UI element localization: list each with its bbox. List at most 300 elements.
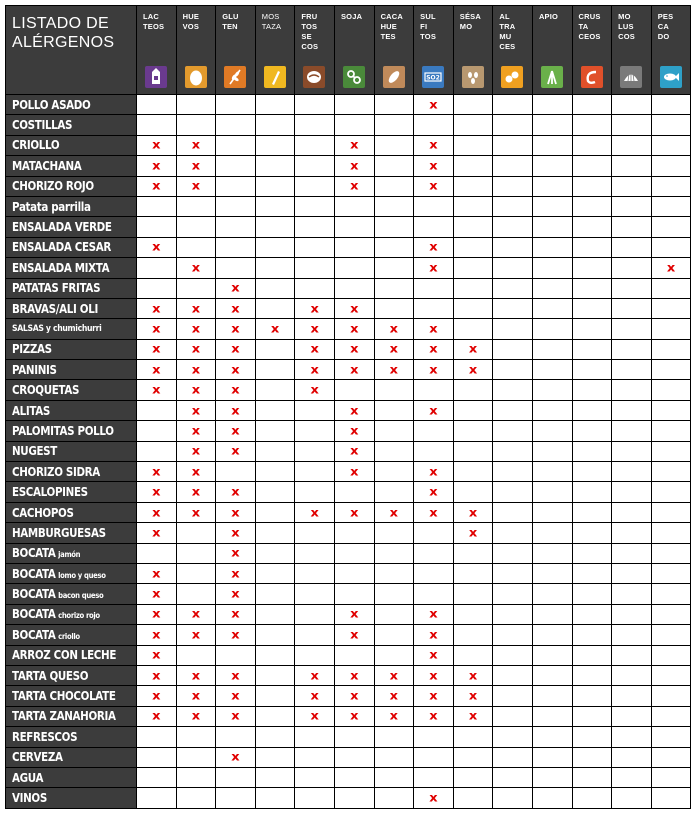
dish-name-text	[12, 506, 74, 520]
allergen-cell	[255, 360, 295, 380]
allergen-cell	[414, 441, 454, 461]
allergen-cell	[295, 421, 335, 441]
allergen-cell	[493, 502, 533, 522]
dish-name-main: AGUA	[12, 770, 44, 785]
svg-text:SO2: SO2	[426, 74, 440, 82]
allergen-cell	[295, 563, 335, 583]
allergen-mark: x	[310, 384, 319, 398]
allergen-cell	[572, 462, 612, 482]
allergen-mark: x	[191, 486, 201, 499]
allergen-cell	[414, 278, 454, 298]
allergen-cell	[414, 196, 454, 216]
dish-name-text	[12, 342, 52, 356]
allergen-cell	[374, 604, 414, 624]
table-row	[6, 115, 691, 135]
dish-name-main: BOCATA	[12, 566, 56, 581]
allergen-cell	[572, 441, 612, 461]
allergen-cell	[137, 298, 177, 318]
allergen-cell	[295, 686, 335, 706]
allergen-cell	[295, 156, 335, 176]
allergen-cell	[612, 298, 652, 318]
allergen-cell	[493, 665, 533, 685]
dish-name	[6, 706, 137, 726]
allergen-cell	[176, 258, 216, 278]
allergen-cell	[493, 400, 533, 420]
allergen-cell	[334, 95, 374, 115]
allergen-cell	[216, 523, 256, 543]
table-row	[6, 747, 691, 767]
allergen-cell	[216, 258, 256, 278]
dish-name-text	[12, 730, 77, 744]
allergen-cell	[572, 156, 612, 176]
dish-name-main: BOCATA	[12, 627, 56, 642]
allergen-column-header	[334, 6, 374, 95]
allergen-cell	[532, 523, 572, 543]
allergen-cell	[572, 217, 612, 237]
allergen-cell	[493, 523, 533, 543]
allergen-cell	[572, 196, 612, 216]
allergen-cell	[532, 706, 572, 726]
allergen-cell	[334, 339, 374, 359]
dish-variant: lomo y queso	[58, 570, 106, 580]
allergen-cell	[532, 319, 572, 339]
allergen-cell	[493, 360, 533, 380]
allergen-cell	[414, 237, 454, 257]
allergen-mark: x	[429, 139, 438, 153]
allergen-mark: x	[191, 506, 201, 520]
allergen-cell	[493, 727, 533, 747]
allergen-cell	[374, 339, 414, 359]
allergen-label: HUE VOS	[182, 12, 200, 31]
allergen-mark: x	[350, 628, 359, 642]
allergen-cell	[612, 176, 652, 196]
dish-name-main: TARTA CHOCOLATE	[12, 689, 116, 704]
allergen-cell	[532, 686, 572, 706]
allergen-header-row	[6, 6, 691, 95]
dish-name-text	[12, 220, 112, 234]
allergen-mark: x	[231, 343, 240, 357]
allergen-mark: x	[429, 628, 438, 642]
allergen-cell	[612, 502, 652, 522]
dish-name	[6, 767, 137, 787]
table-row	[6, 523, 691, 543]
table-row	[6, 665, 691, 685]
dish-name-text	[12, 138, 59, 152]
allergen-cell	[612, 767, 652, 787]
mustard-icon	[264, 66, 286, 88]
allergen-cell	[374, 400, 414, 420]
allergen-cell	[414, 156, 454, 176]
allergen-cell	[216, 665, 256, 685]
allergen-cell	[414, 727, 454, 747]
allergen-cell	[453, 319, 493, 339]
allergen-mark: x	[429, 710, 438, 724]
allergen-cell	[374, 115, 414, 135]
allergen-cell	[453, 298, 493, 318]
allergen-cell	[374, 747, 414, 767]
table-row	[6, 298, 691, 318]
allergen-cell	[414, 502, 454, 522]
allergen-cell	[255, 278, 295, 298]
allergen-cell	[176, 196, 216, 216]
table-row	[6, 380, 691, 400]
dish-name-text	[12, 607, 100, 621]
allergen-column-header	[453, 6, 493, 95]
allergen-cell	[176, 584, 216, 604]
allergen-column-header	[176, 6, 216, 95]
allergen-mark: x	[429, 180, 438, 194]
shrimp-icon	[581, 66, 603, 88]
allergen-cell	[255, 563, 295, 583]
allergen-label: GLU TEN	[222, 12, 239, 31]
allergen-cell	[137, 176, 177, 196]
allergen-mark: x	[429, 792, 438, 805]
allergen-mark: x	[152, 343, 161, 357]
allergen-cell	[572, 686, 612, 706]
allergen-cell	[295, 258, 335, 278]
allergen-cell	[255, 727, 295, 747]
allergen-cell	[414, 462, 454, 482]
allergen-cell	[176, 625, 216, 645]
allergen-cell	[295, 135, 335, 155]
allergen-mark: x	[350, 445, 359, 459]
allergen-cell	[532, 156, 572, 176]
table-row	[6, 400, 691, 420]
allergen-mark: x	[152, 608, 161, 622]
allergen-cell	[493, 563, 533, 583]
allergen-cell	[334, 400, 374, 420]
table-row	[6, 767, 691, 787]
allergen-cell	[255, 747, 295, 767]
allergen-mark: x	[468, 363, 478, 377]
allergen-cell	[255, 482, 295, 502]
allergen-cell	[255, 95, 295, 115]
allergen-cell	[612, 156, 652, 176]
allergen-cell	[137, 135, 177, 155]
table-row	[6, 360, 691, 380]
dish-name	[6, 686, 137, 706]
allergen-cell	[255, 686, 295, 706]
allergen-cell	[176, 788, 216, 808]
dish-name	[6, 523, 137, 543]
allergen-cell	[651, 380, 691, 400]
allergen-cell	[176, 665, 216, 685]
allergen-cell	[295, 727, 335, 747]
allergen-cell	[334, 604, 374, 624]
allergen-cell	[612, 258, 652, 278]
allergen-cell	[137, 196, 177, 216]
allergen-cell	[137, 502, 177, 522]
allergen-cell	[255, 156, 295, 176]
allergen-cell	[295, 339, 335, 359]
dish-name	[6, 604, 137, 624]
allergen-cell	[255, 135, 295, 155]
allergen-mark: x	[231, 751, 240, 765]
allergen-cell	[374, 360, 414, 380]
allergen-cell	[295, 115, 335, 135]
allergen-mark: x	[389, 363, 399, 377]
allergen-cell	[295, 767, 335, 787]
allergen-cell	[572, 706, 612, 726]
table-row	[6, 462, 691, 482]
dish-name-text	[12, 567, 106, 581]
allergen-cell	[176, 319, 216, 339]
allergen-cell	[414, 135, 454, 155]
dish-name-text	[12, 179, 94, 193]
allergen-column-header	[612, 6, 652, 95]
allergen-mark: x	[310, 710, 319, 724]
allergen-cell	[176, 462, 216, 482]
allergen-cell	[255, 788, 295, 808]
allergen-cell	[493, 217, 533, 237]
allergen-cell	[532, 645, 572, 665]
allergen-cell	[176, 217, 216, 237]
allergen-mark: x	[152, 649, 161, 663]
allergen-mark: x	[231, 527, 240, 540]
allergen-cell	[414, 706, 454, 726]
allergen-table-body	[6, 95, 691, 809]
allergen-cell	[651, 360, 691, 380]
dish-name	[6, 665, 137, 685]
allergen-cell	[216, 196, 256, 216]
allergen-cell	[255, 543, 295, 563]
dish-name	[6, 584, 137, 604]
allergen-column-header	[493, 6, 533, 95]
allergen-column-header	[414, 6, 454, 95]
allergen-cell	[137, 95, 177, 115]
allergen-cell	[176, 95, 216, 115]
dish-name-text	[12, 261, 109, 275]
allergen-cell	[374, 686, 414, 706]
table-row	[6, 502, 691, 522]
allergen-cell	[414, 298, 454, 318]
allergen-mark: x	[389, 669, 399, 683]
allergen-cell	[414, 665, 454, 685]
allergen-cell	[532, 95, 572, 115]
allergen-cell	[651, 258, 691, 278]
allergen-mark: x	[152, 465, 161, 479]
allergen-cell	[612, 686, 652, 706]
allergen-cell	[453, 156, 493, 176]
dish-name-text	[12, 771, 43, 785]
allergen-cell	[651, 115, 691, 135]
allergen-cell	[295, 584, 335, 604]
allergen-mark: x	[152, 363, 161, 377]
allergen-cell	[334, 176, 374, 196]
allergen-cell	[176, 400, 216, 420]
allergen-cell	[612, 645, 652, 665]
allergen-cell	[255, 665, 295, 685]
allergen-cell	[295, 502, 335, 522]
allergen-cell	[612, 563, 652, 583]
allergen-mark: x	[231, 486, 240, 499]
allergen-cell	[453, 217, 493, 237]
allergen-cell	[651, 645, 691, 665]
allergen-cell	[453, 278, 493, 298]
allergen-cell	[374, 237, 414, 257]
allergen-cell	[334, 258, 374, 278]
allergen-cell	[532, 767, 572, 787]
allergen-cell	[176, 360, 216, 380]
allergen-cell	[493, 482, 533, 502]
dish-name-main: REFRESCOS	[12, 729, 78, 744]
dish-name-text	[12, 200, 91, 214]
allergen-label: CACA HUE TES	[380, 12, 404, 41]
allergen-cell	[493, 380, 533, 400]
allergen-cell	[216, 176, 256, 196]
dish-name	[6, 298, 137, 318]
allergen-mark: x	[231, 547, 240, 561]
allergen-cell	[651, 584, 691, 604]
allergen-cell	[651, 135, 691, 155]
allergen-mark: x	[429, 241, 438, 255]
allergen-cell	[612, 380, 652, 400]
allergen-cell	[255, 502, 295, 522]
allergen-cell	[572, 421, 612, 441]
milk-carton-icon	[145, 66, 167, 88]
allergen-cell	[216, 115, 256, 135]
allergen-cell	[532, 176, 572, 196]
allergen-cell	[255, 217, 295, 237]
celery-icon	[541, 66, 563, 88]
allergen-cell	[414, 645, 454, 665]
allergen-cell	[334, 482, 374, 502]
dish-name-text	[12, 383, 79, 397]
allergen-mark: x	[152, 384, 161, 398]
allergen-cell	[453, 482, 493, 502]
allergen-cell	[137, 645, 177, 665]
dish-name-text	[12, 424, 114, 438]
allergen-cell	[493, 196, 533, 216]
allergen-mark: x	[350, 404, 359, 418]
dish-variant: bacon queso	[58, 591, 104, 601]
dish-name-main: CROQUETAS	[12, 383, 80, 398]
allergen-cell	[453, 462, 493, 482]
allergen-mark: x	[191, 404, 201, 418]
allergen-cell	[532, 400, 572, 420]
dish-name-text	[12, 118, 72, 132]
allergen-cell	[651, 298, 691, 318]
table-row	[6, 319, 691, 339]
allergen-cell	[612, 278, 652, 298]
allergen-cell	[374, 441, 414, 461]
allergen-cell	[612, 604, 652, 624]
dish-name	[6, 645, 137, 665]
allergen-cell	[453, 258, 493, 278]
allergen-cell	[651, 625, 691, 645]
allergen-cell	[572, 380, 612, 400]
allergen-cell	[572, 502, 612, 522]
allergen-cell	[176, 380, 216, 400]
allergen-cell	[295, 319, 335, 339]
allergen-cell	[137, 339, 177, 359]
allergen-cell	[374, 298, 414, 318]
dish-name-text	[12, 98, 90, 112]
allergen-cell	[453, 196, 493, 216]
allergen-cell	[453, 767, 493, 787]
dish-name-text	[12, 281, 100, 295]
allergen-table	[5, 5, 691, 809]
dish-name-main: BOCATA	[12, 546, 56, 561]
allergen-cell	[572, 665, 612, 685]
allergen-cell	[493, 767, 533, 787]
allergen-label: MOS TAZA	[261, 12, 282, 31]
dish-name	[6, 95, 137, 115]
allergen-cell	[137, 625, 177, 645]
dish-name-text	[12, 709, 116, 723]
allergen-mark: x	[310, 506, 319, 520]
allergen-cell	[216, 747, 256, 767]
allergen-mark: x	[429, 404, 438, 418]
allergen-cell	[532, 380, 572, 400]
allergen-cell	[612, 400, 652, 420]
allergen-cell	[176, 727, 216, 747]
allergen-cell	[414, 584, 454, 604]
table-row	[6, 217, 691, 237]
allergen-cell	[216, 319, 256, 339]
allergen-cell	[295, 625, 335, 645]
allergen-mark: x	[152, 506, 161, 520]
allergen-cell	[137, 237, 177, 257]
allergen-mark: x	[231, 690, 240, 703]
allergen-mark: x	[350, 302, 359, 316]
allergen-cell	[374, 563, 414, 583]
allergen-cell	[493, 788, 533, 808]
allergen-cell	[216, 135, 256, 155]
allergen-cell	[493, 237, 533, 257]
allergen-mark: x	[350, 425, 359, 438]
allergen-cell	[295, 665, 335, 685]
allergen-cell	[137, 543, 177, 563]
allergen-cell	[493, 421, 533, 441]
allergen-cell	[453, 747, 493, 767]
allergen-mark: x	[231, 608, 240, 622]
dish-name-main: Patata parrilla	[12, 199, 91, 214]
allergen-cell	[572, 625, 612, 645]
allergen-cell	[651, 319, 691, 339]
dish-name-text	[12, 485, 88, 499]
dish-name	[6, 339, 137, 359]
allergen-mark: x	[191, 180, 201, 194]
allergen-mark: x	[429, 465, 438, 479]
allergen-cell	[453, 584, 493, 604]
allergen-cell	[176, 421, 216, 441]
allergen-cell	[334, 788, 374, 808]
allergen-cell	[493, 604, 533, 624]
allergen-cell	[612, 747, 652, 767]
allergen-cell	[255, 196, 295, 216]
allergen-cell	[651, 727, 691, 747]
dish-name-text	[12, 750, 63, 764]
allergen-cell	[651, 462, 691, 482]
allergen-cell	[334, 727, 374, 747]
allergen-cell	[414, 115, 454, 135]
allergen-cell	[493, 115, 533, 135]
dish-name-text	[12, 648, 116, 662]
allergen-cell	[453, 625, 493, 645]
allergen-column-header	[374, 6, 414, 95]
dish-name	[6, 319, 137, 339]
allergen-cell	[453, 115, 493, 135]
allergen-cell	[295, 523, 335, 543]
allergen-cell	[137, 706, 177, 726]
allergen-cell	[612, 788, 652, 808]
allergen-cell	[176, 441, 216, 461]
table-row	[6, 706, 691, 726]
allergen-label: MO LUS COS	[618, 12, 635, 41]
allergen-mark: x	[191, 384, 201, 398]
allergen-cell	[255, 462, 295, 482]
